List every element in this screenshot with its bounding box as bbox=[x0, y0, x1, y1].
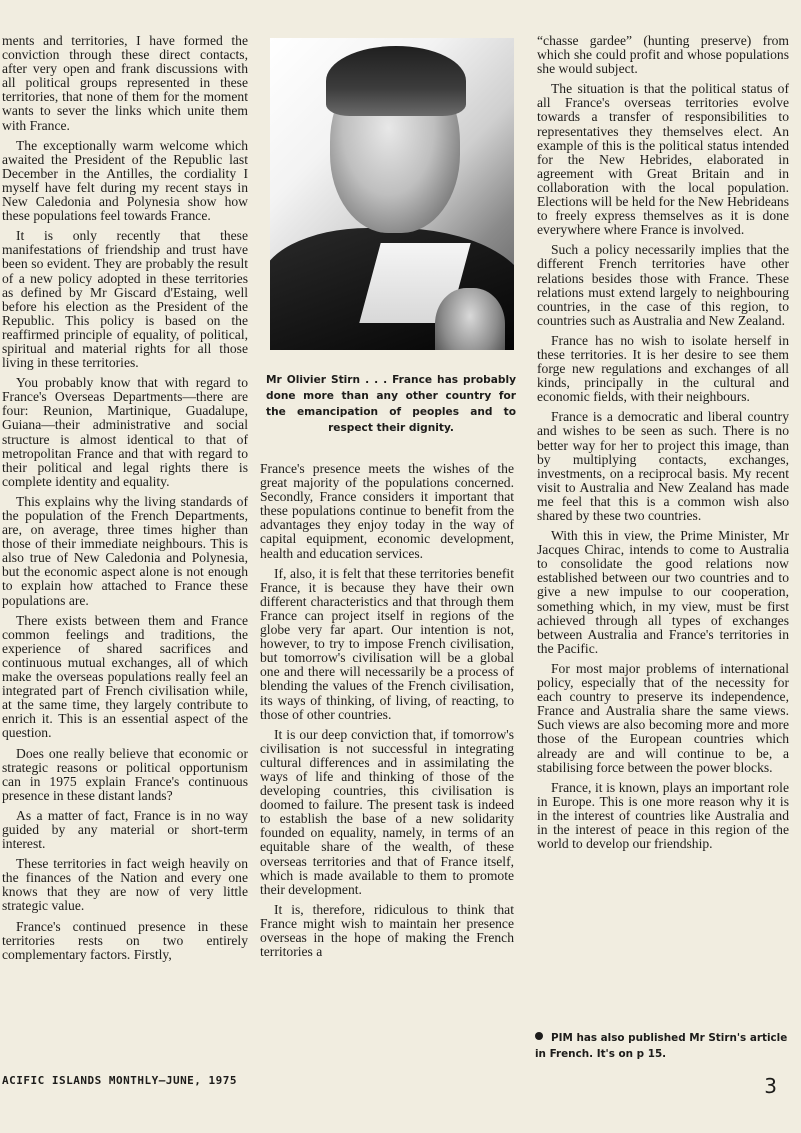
page-number: 3 bbox=[764, 1074, 777, 1098]
paragraph: The situation is that the political status of all France's overseas territories evolve towards a transfer of responsibilities to representatives they themselves elect. An example of this is the political status intended for the New Hebrides, elaborated in agreement with Great Britain and in collaboration with the local population. Elections will be held for the New Hebrideans to freely express themselves as it is done everywhere where France is involved. bbox=[537, 81, 789, 238]
editor-note-text: PIM has also published Mr Stirn's article in French. It's on p 15. bbox=[535, 1032, 788, 1060]
page-footer: ACIFIC ISLANDS MONTHLY—JUNE, 1975 bbox=[2, 1074, 238, 1087]
paragraph: It is only recently that these manifestations of friendship and trust have been so evident. They are probably the result of a new policy adopted in these territories as defined by Mr Giscard d'Estaing, well before his election as the President of the Republic. This policy is based on the reaffirmed principle of equality, of political, spiritual and material rights for all those living in these territories. bbox=[2, 228, 248, 371]
paragraph: With this in view, the Prime Minister, Mr Jacques Chirac, intends to come to Australia to consolidate the good relations now established between our two countries and to give a new impulse to our cooperation, something which, in my view, must be first achieved through all types of exchanges between Australia and France's territories in the Pacific. bbox=[537, 528, 789, 656]
paragraph: These territories in fact weigh heavily on the finances of the Nation and every one knows that they are now of very little strategic value. bbox=[2, 856, 248, 914]
paragraph: There exists between them and France common feelings and traditions, the experience of shared sacrifices and continuous mutual exchanges, all of which make the overseas populations really feel an integrated part of French civilisation while, at the same time, they largely contribute to enrich it. This is an essential aspect of the question. bbox=[2, 612, 248, 741]
paragraph: Such a policy necessarily implies that the different French territories have other relations besides those with France. These relations must extend largely to neighbouring countries, in the case of this region, to countries such as Australia and New Zealand. bbox=[537, 242, 789, 328]
paragraph: ments and territories, I have formed the conviction through these direct contacts, after very open and frank discussions with all political groups represented in these territories, that none of them for the moment wants to sever the links which unite them with France. bbox=[2, 33, 248, 133]
portrait-photo bbox=[270, 38, 514, 350]
paragraph: The exceptionally warm welcome which awaited the President of the Republic last December in the Antilles, the cordiality I myself have felt during my recent stays in New Caledonia and Polynesia show how these populations feel towards France. bbox=[2, 137, 248, 224]
photo-caption: Mr Olivier Stirn . . . France has probably done more than any other country for the emancipation of peoples and to respect their dignity. bbox=[266, 374, 516, 434]
paragraph: France's continued presence in these territories rests on two entirely complementary factors. Firstly, bbox=[2, 918, 248, 962]
bullet-icon bbox=[535, 1032, 543, 1040]
editor-note bbox=[535, 1030, 791, 1062]
paragraph: As a matter of fact, France is in no way guided by any material or short-term interest. bbox=[2, 807, 248, 852]
photo-background-person bbox=[435, 288, 505, 350]
paragraph: France is a democratic and liberal country and wishes to be seen as such. There is no better way for her to project this image, than by multiplying contacts, exchanges, investments, on a reciprocal basis. My recent visit to Australia and New Zealand has made me feel that this is a common wish also shared by these two countries. bbox=[537, 409, 789, 523]
paragraph: “chasse gardee” (hunting preserve) from which she could profit and whose populations she would subject. bbox=[537, 33, 789, 77]
article-column-2 bbox=[260, 462, 514, 965]
paragraph: Does one really believe that economic or strategic reasons or political opportunism can in 1975 explain France's continuous presence in these distant lands? bbox=[2, 745, 248, 803]
paragraph: France, it is known, plays an important role in Europe. This is one more reason why it is in the interest of countries like Australia and in the interest of peace in this region of the world to develop our friendship. bbox=[537, 779, 789, 852]
paragraph: This explains why the living standards of the population of the French Departments, are, on average, three times higher than those of their immediate neighbours. This is also true of New Caledonia and Polynesia, but the economic aspect alone is not enough to explain how attached to France these populations are. bbox=[2, 493, 248, 608]
paragraph: France's presence meets the wishes of the great majority of the populations concerned. Secondly, France considers it important that these populations continue to benefit from the advantages they enjoy today in the way of capital equipment, economic development, health and education services. bbox=[260, 461, 514, 561]
article-column-3 bbox=[537, 34, 789, 857]
paragraph: It is our deep conviction that, if tomorrow's civilisation is not successful in integrating cultural differences and in assimilating the ways of life and thinking of those of the developing countries, this civilisation is doomed to failure. The present task is indeed to establish the base of a new solidarity founded on equality, namely, in terms of an equitable share of the wealth, of these overseas territories and that of France itself, which is made available to them to promote their development. bbox=[260, 726, 514, 897]
paragraph: It is, therefore, ridiculous to think that France might wish to maintain her presence overseas in the hope of making the French territories a bbox=[260, 901, 514, 960]
photo-hair bbox=[326, 46, 466, 116]
paragraph: If, also, it is felt that these territories benefit France, it is because they have their own different characteristics and that through them France can project itself in regions of the globe very far apart. Our intention is not, however, to try to impose French civilisation, but tomorrow's civilisation will be a global one and there will necessarily be a process of blending the values of the French civilisation, its ways of thinking, of living, of reacting, to those of other countries. bbox=[260, 565, 514, 722]
paragraph: France has no wish to isolate herself in these territories. It is her desire to see them forge new regulations and exchanges of all kinds, principally in the cultural and economic fields, with their neighbours. bbox=[537, 332, 789, 405]
article-column-1 bbox=[2, 34, 248, 968]
paragraph: For most major problems of international policy, especially that of the necessity for each country to preserve its independence, France and Australia share the same views. Such views are also becoming more and more those of the European countries which already are and will continue to be, a stabilising force between the power blocks. bbox=[537, 660, 789, 775]
paragraph: You probably know that with regard to France's Overseas Departments—there are four: Reunion, Martinique, Guadalupe, Guiana—their administrative and social structure is almost identical to that of metropolitan France and that with regard to their political and legal rights there is complete identity and equality. bbox=[2, 375, 248, 489]
